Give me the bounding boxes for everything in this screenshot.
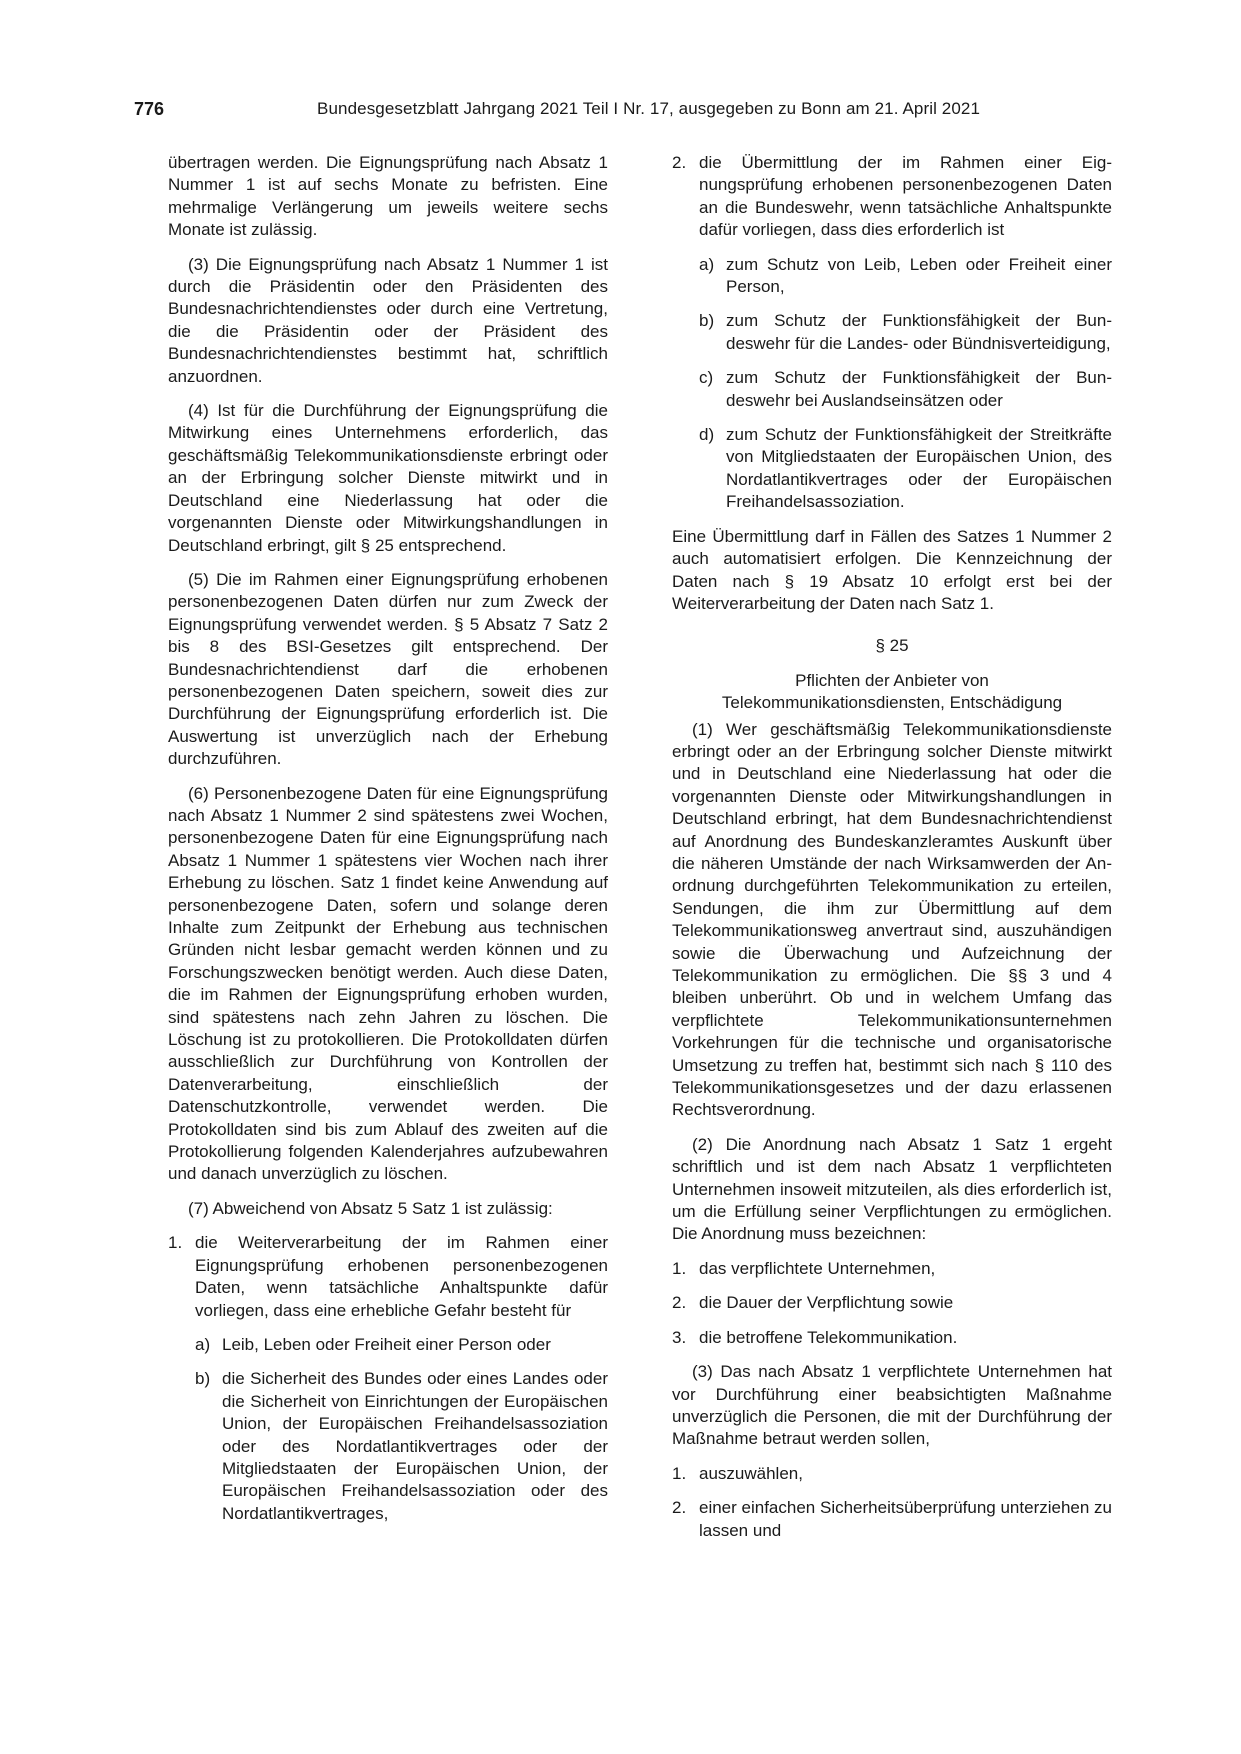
paragraph-3: (3) Die Eignungsprüfung nach Absatz 1 Nummer 1 ist durch die Präsidentin oder den Präsidenten des Bundesnachrichtendienstes oder durch eine Vertretung, die die Präsidentin oder der Präsident des Bundesnachrichtendienstes bestimmt hat, schriftlich anzuordnen. [168, 254, 608, 386]
list-item-text: die Übermittlung der im Rahmen einer Eignungsprüfung erhobenen personenbezogenen Daten an die Bundeswehr, wenn tatsächliche Anhaltspunkte dafür vorliegen, dass dies erforderlich ist [699, 153, 1112, 240]
right-column [672, 152, 1112, 1554]
section-paragraph-3: (3) Das nach Absatz 1 verpflichtete Unternehmen hat vor Durchführung einer beabsichtigten Maßnahme unverzüglich die Personen, die mit der Durchführung der Maßnahme betraut werden sollen, [672, 1362, 1112, 1449]
list-marker: c) [699, 368, 714, 388]
list-item [672, 1292, 1112, 1314]
list-item-text: zum Schutz der Funktionsfähigkeit der Streitkräfte von Mitgliedstaaten der Europäischen Union, des Nordatlantikvertrages oder der Europäischen Freihandelsassoziation. [726, 425, 1112, 512]
list-item-text: einer einfachen Sicherheitsüberprüfung unterziehen zu lassen und [699, 1498, 1112, 1540]
list-item-text: zum Schutz der Funktionsfähigkeit der Bundeswehr bei Auslandseinsätzen oder [726, 368, 1112, 410]
list-marker: b) [699, 311, 715, 331]
paragraph-after-list: Eine Übermittlung darf in Fällen des Satzes 1 Nummer 2 auch automatisiert erfolgen. Die Kennzeichnung der Daten nach § 19 Absatz 10 erfolgt erst bei der Weiterverarbeitung der Daten nach Satz 1. [672, 526, 1112, 613]
list-marker: 2. [672, 153, 687, 172]
list-marker: 1. [672, 1258, 687, 1278]
list-item [672, 152, 1112, 242]
list-item-text: Leib, Leben oder Freiheit einer Person oder [222, 1334, 551, 1354]
section-title-line: Telekommunikationsdiensten, Entschädigung [721, 693, 1063, 713]
section-paragraph-1: (1) Wer geschäftsmäßig Telekommunikationsdienste erbringt oder an der Erbringung solcher Dienste mitwirkt und in Deutschland eine Niederlassung hat oder die vorgenannten Dienste oder Mitwirkungshandlungen in Deutschland erbringt, hat dem Bundesnachrichtendienst auf Anordnung des Bundeskanzleramtes Auskunft über die näheren Umstände der nach Wirksamwerden der Anordnung durchgeführten Telekommunikation zu erteilen, Sendungen, die ihm zur Übermittlung auf dem Telekommunikationsweg anvertraut sind, auszuhändigen sowie die Überwachung und Aufzeichnung der Telekommunikation zu ermöglichen. Die §§ 3 und 4 bleiben unberührt. Ob und in welchem Umfang das verpflichtete Telekommunikationsunternehmen Vorkehrungen für die technische und organisatorische Umsetzung zu treffen hat, bestimmt sich nach § 110 des Telekommunikationsgesetzes und der dazu erlassenen Rechtsverordnung. [672, 719, 1112, 1120]
list-marker: 2. [672, 1498, 687, 1518]
paragraph-4: (4) Ist für die Durchführung der Eignungsprüfung die Mitwirkung eines Unternehmens erforderlich, das geschäftsmäßig Telekommunikationsdienste erbringt oder an der Erbringung solcher Dienste mitwirkt und in Deutschland eine Niederlassung hat oder die vorgenannten Dienste oder Mitwirkungshandlungen in Deutschland erbringt, gilt § 25 entsprechend. [168, 401, 608, 555]
left-column [168, 152, 608, 1537]
paragraph-6: (6) Personenbezogene Daten für eine Eignungsprüfung nach Absatz 1 Nummer 2 sind spätestens zwei Wochen, personenbezogene Daten für eine Eignungsprüfung nach Absatz 1 Nummer 1 spätestens vier Wochen nach ihrer Erhebung zu löschen. Satz 1 findet keine Anwendung auf personenbezogene Daten, sofern und solange deren Inhalte zum Zeitpunkt der Erhebung aus technischen Gründen nicht lesbar gemacht werden können und zu Forschungszwecken benötigt werden. Auch diese Daten, die im Rahmen der Eignungsprüfung erhoben wurden, sind spätestens nach zehn Jahren zu löschen. Die Löschung ist zu protokollieren. Die Protokolldaten dürfen ausschließlich zur Durchführung von Kontrollen der Datenverarbeitung, einschließlich der Datenschutzkontrolle, verwendet werden. Die Protokolldaten sind bis zum Ablauf des zweiten auf die Protokollierung folgenden Kalenderjahres aufzubewahren und danach unverzüglich zu löschen. [168, 783, 608, 1184]
list-marker: a) [195, 1334, 211, 1354]
section-title [672, 670, 1112, 715]
running-title: Bundesgesetzblatt Jahrgang 2021 Teil I Nr. 17, ausgegeben zu Bonn am 21. April 2021 [317, 99, 980, 118]
list-item [672, 424, 1112, 514]
list-item [168, 1368, 608, 1525]
list-item [672, 310, 1112, 355]
list-item-text: die betroffene Telekommunikation. [699, 1327, 958, 1347]
paragraph-7: (7) Abweichend von Absatz 5 Satz 1 ist zulässig: [188, 1198, 553, 1218]
list-item [168, 1334, 608, 1356]
section-number: § 25 [875, 636, 909, 656]
list-item-text: zum Schutz der Funktionsfähigkeit der Bundeswehr für die Landes- oder Bündnisverteidigung, [726, 311, 1112, 353]
list-marker: 1. [168, 1233, 183, 1253]
list-item [672, 1327, 1112, 1349]
page-number: 776 [134, 99, 165, 119]
list-item-text: die Weiterverarbeitung der im Rahmen einer Eignungsprüfung erhobenen personenbezogenen Daten, wenn tatsächliche Anhaltspunkte dafür vorliegen, dass eine erhebliche Gefahr besteht für [195, 1233, 608, 1320]
list-item-text: zum Schutz von Leib, Leben oder Freiheit einer Person, [726, 254, 1112, 297]
list-marker: 3. [672, 1327, 687, 1347]
list-item [672, 254, 1112, 299]
list-item-text: die Dauer der Verpflichtung sowie [699, 1293, 954, 1313]
list-item-text: die Sicherheit des Bundes oder eines Landes oder die Sicherheit von Einrichtungen der Europäischen Union, der Europäischen Freihandelsassoziation oder des Nordatlantikvertrages oder der Mitgliedstaaten der Europäischen Union, der Europäischen Freihandelsassoziation oder des Nordatlantikvertrages, [222, 1369, 608, 1523]
list-marker: 2. [672, 1293, 687, 1313]
list-marker: b) [195, 1369, 211, 1389]
list-item-text: auszuwählen, [699, 1463, 803, 1483]
list-marker: d) [699, 425, 715, 445]
paragraph-continuation: übertragen werden. Die Eignungsprüfung nach Absatz 1 Nummer 1 ist auf sechs Monate zu befristen. Eine mehrmalige Verlängerung um jeweils weitere sechs Monate ist zulässig. [168, 153, 608, 240]
page-header [134, 99, 980, 125]
list-item [672, 1258, 1112, 1280]
section-paragraph-2: (2) Die Anordnung nach Absatz 1 Satz 1 ergeht schriftlich und ist dem nach Absatz 1 verpflichteten Unternehmen insoweit mitzuteilen, als dies erforderlich ist, um die Erfüllung seiner Verpflichtungen zu ermöglichen. Die Anordnung muss bezeichnen: [672, 1134, 1112, 1244]
list-item [672, 367, 1112, 412]
section-title-line: Pflichten der Anbieter von [795, 670, 989, 690]
paragraph-5: (5) Die im Rahmen einer Eignungsprüfung erhobenen personenbezogenen Daten dürfen nur zum Zweck der Eignungsprüfung verwendet werden. § 5 Absatz 7 Satz 2 bis 8 des BSI-Gesetzes gilt entsprechend. Der Bundesnachrichtendienst darf die erhobenen personenbezogenen Daten speichern, soweit dies zur Durchführung der Eignungsprüfung erforderlich ist. Die Auswertung ist unverzüglich nach der Erhebung durchzuführen. [168, 569, 608, 769]
list-item [672, 1463, 1112, 1485]
list-marker: 1. [672, 1463, 687, 1483]
list-item-text: das verpflichtete Unternehmen, [699, 1258, 936, 1278]
list-marker: a) [699, 254, 715, 274]
list-item [672, 1497, 1112, 1542]
list-item [168, 1232, 608, 1322]
